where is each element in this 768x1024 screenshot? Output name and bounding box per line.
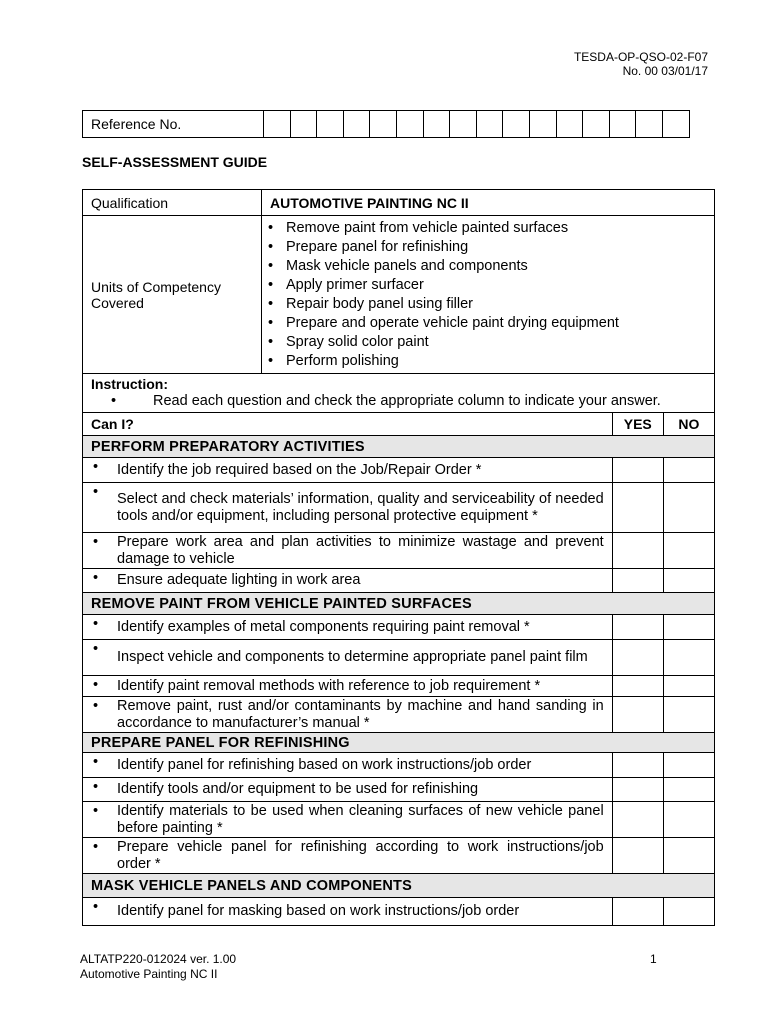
qualification-table — [82, 189, 715, 374]
section-header-row — [83, 874, 715, 898]
reference-digit-box[interactable] — [556, 111, 583, 138]
question-row — [83, 802, 715, 838]
question-text: • Identify examples of metal components requiring paint removal * — [83, 615, 613, 640]
reference-digit-box[interactable] — [450, 111, 477, 138]
question-text: • Identify panel for masking based on work instructions/job order — [83, 898, 613, 926]
unit-item: • Prepare and operate vehicle paint drying equipment — [266, 314, 706, 333]
question-text: • Inspect vehicle and components to determine appropriate panel paint film — [83, 640, 613, 676]
question-text: • Identify paint removal methods with reference to job requirement * — [83, 676, 613, 697]
self-assessment-table — [82, 373, 715, 926]
form-revision: No. 00 03/01/17 — [622, 64, 708, 78]
reference-digit-box[interactable] — [370, 111, 397, 138]
reference-digit-box[interactable] — [423, 111, 450, 138]
section-header-row — [83, 436, 715, 458]
units-label: Units of Competency Covered — [83, 216, 262, 374]
reference-digit-box[interactable] — [317, 111, 344, 138]
question-row — [83, 458, 715, 483]
page-number: 1 — [650, 952, 657, 966]
question-row — [83, 640, 715, 676]
section-header-row — [83, 733, 715, 753]
footer-qualification: Automotive Painting NC II — [80, 967, 218, 981]
no-checkbox-cell[interactable] — [663, 838, 714, 874]
yes-checkbox-cell[interactable] — [612, 483, 663, 533]
no-checkbox-cell[interactable] — [663, 533, 714, 569]
unit-item: • Prepare panel for refinishing — [266, 238, 706, 257]
no-checkbox-cell[interactable] — [663, 778, 714, 802]
no-checkbox-cell[interactable] — [663, 676, 714, 697]
question-text: • Remove paint, rust and/or contaminants by machine and hand sanding in accordance to manufacturer’s manual * — [83, 697, 613, 733]
question-row — [83, 615, 715, 640]
column-header-no: NO — [663, 413, 714, 436]
yes-checkbox-cell[interactable] — [612, 458, 663, 483]
reference-digit-box[interactable] — [503, 111, 530, 138]
question-text: • Prepare vehicle panel for refinishing according to work instructions/job order * — [83, 838, 613, 874]
yes-checkbox-cell[interactable] — [612, 778, 663, 802]
no-checkbox-cell[interactable] — [663, 802, 714, 838]
question-row — [83, 898, 715, 926]
question-text: • Identify panel for refinishing based on work instructions/job order — [83, 753, 613, 778]
no-checkbox-cell[interactable] — [663, 615, 714, 640]
reference-digit-box[interactable] — [476, 111, 503, 138]
form-code: TESDA-OP-QSO-02-F07 — [573, 50, 708, 64]
reference-digit-box[interactable] — [662, 111, 689, 138]
column-header-yes: YES — [612, 413, 663, 436]
units-list — [266, 219, 706, 371]
column-header-question: Can I? — [83, 413, 613, 436]
qualification-label: Qualification — [83, 190, 262, 216]
question-row — [83, 697, 715, 733]
yes-checkbox-cell[interactable] — [612, 802, 663, 838]
reference-digit-box[interactable] — [609, 111, 636, 138]
no-checkbox-cell[interactable] — [663, 458, 714, 483]
no-checkbox-cell[interactable] — [663, 753, 714, 778]
section-title: REMOVE PAINT FROM VEHICLE PAINTED SURFACES — [83, 593, 715, 615]
unit-item: • Mask vehicle panels and components — [266, 257, 706, 276]
no-checkbox-cell[interactable] — [663, 697, 714, 733]
no-checkbox-cell[interactable] — [663, 640, 714, 676]
instruction-box: Instruction: • Read each question and check the appropriate column to indicate your answer. — [83, 374, 715, 413]
unit-item: • Apply primer surfacer — [266, 276, 706, 295]
page-title: SELF-ASSESSMENT GUIDE — [82, 154, 268, 170]
instruction-heading: Instruction: — [91, 376, 168, 392]
form-code-block — [574, 50, 708, 78]
question-row — [83, 838, 715, 874]
yes-checkbox-cell[interactable] — [612, 533, 663, 569]
reference-number-table — [82, 110, 690, 138]
question-row — [83, 676, 715, 697]
footer-doc-info — [80, 952, 236, 982]
yes-checkbox-cell[interactable] — [612, 640, 663, 676]
qualification-value: AUTOMOTIVE PAINTING NC II — [262, 190, 715, 216]
question-text: • Select and check materials’ information, quality and serviceability of needed tools and/or equipment, including personal protective equipment * — [83, 483, 613, 533]
yes-checkbox-cell[interactable] — [612, 569, 663, 593]
question-row — [83, 483, 715, 533]
section-title: PERFORM PREPARATORY ACTIVITIES — [83, 436, 715, 458]
section-header-row — [83, 593, 715, 615]
instruction-text: Read each question and check the appropriate column to indicate your answer. — [153, 393, 661, 409]
reference-label: Reference No. — [83, 111, 264, 138]
question-text: • Identify tools and/or equipment to be used for refinishing — [83, 778, 613, 802]
unit-item: • Remove paint from vehicle painted surfaces — [266, 219, 706, 238]
question-text: • Identify the job required based on the Job/Repair Order * — [83, 458, 613, 483]
reference-digit-box[interactable] — [583, 111, 610, 138]
yes-checkbox-cell[interactable] — [612, 676, 663, 697]
yes-checkbox-cell[interactable] — [612, 697, 663, 733]
unit-item: • Repair body panel using filler — [266, 295, 706, 314]
yes-checkbox-cell[interactable] — [612, 838, 663, 874]
reference-digit-box[interactable] — [529, 111, 556, 138]
reference-digit-box[interactable] — [396, 111, 423, 138]
question-row — [83, 533, 715, 569]
section-title: MASK VEHICLE PANELS AND COMPONENTS — [83, 874, 715, 898]
column-header-row — [83, 413, 715, 436]
yes-checkbox-cell[interactable] — [612, 898, 663, 926]
section-title: PREPARE PANEL FOR REFINISHING — [83, 733, 715, 753]
unit-item: • Perform polishing — [266, 352, 706, 371]
yes-checkbox-cell[interactable] — [612, 615, 663, 640]
reference-digit-box[interactable] — [636, 111, 663, 138]
no-checkbox-cell[interactable] — [663, 483, 714, 533]
question-row — [83, 778, 715, 802]
yes-checkbox-cell[interactable] — [612, 753, 663, 778]
reference-digit-box[interactable] — [343, 111, 370, 138]
reference-digit-box[interactable] — [290, 111, 317, 138]
reference-digit-box[interactable] — [264, 111, 291, 138]
no-checkbox-cell[interactable] — [663, 569, 714, 593]
footer-doc-id: ALTATP220-012024 ver. 1.00 — [80, 952, 237, 966]
question-text: • Identify materials to be used when cleaning surfaces of new vehicle panel before painting * — [83, 802, 613, 838]
question-row — [83, 569, 715, 593]
unit-item: • Spray solid color paint — [266, 333, 706, 352]
question-row — [83, 753, 715, 778]
no-checkbox-cell[interactable] — [663, 898, 714, 926]
question-text: • Ensure adequate lighting in work area — [83, 569, 613, 593]
question-text: • Prepare work area and plan activities to minimize wastage and prevent damage to vehicle — [83, 533, 613, 569]
